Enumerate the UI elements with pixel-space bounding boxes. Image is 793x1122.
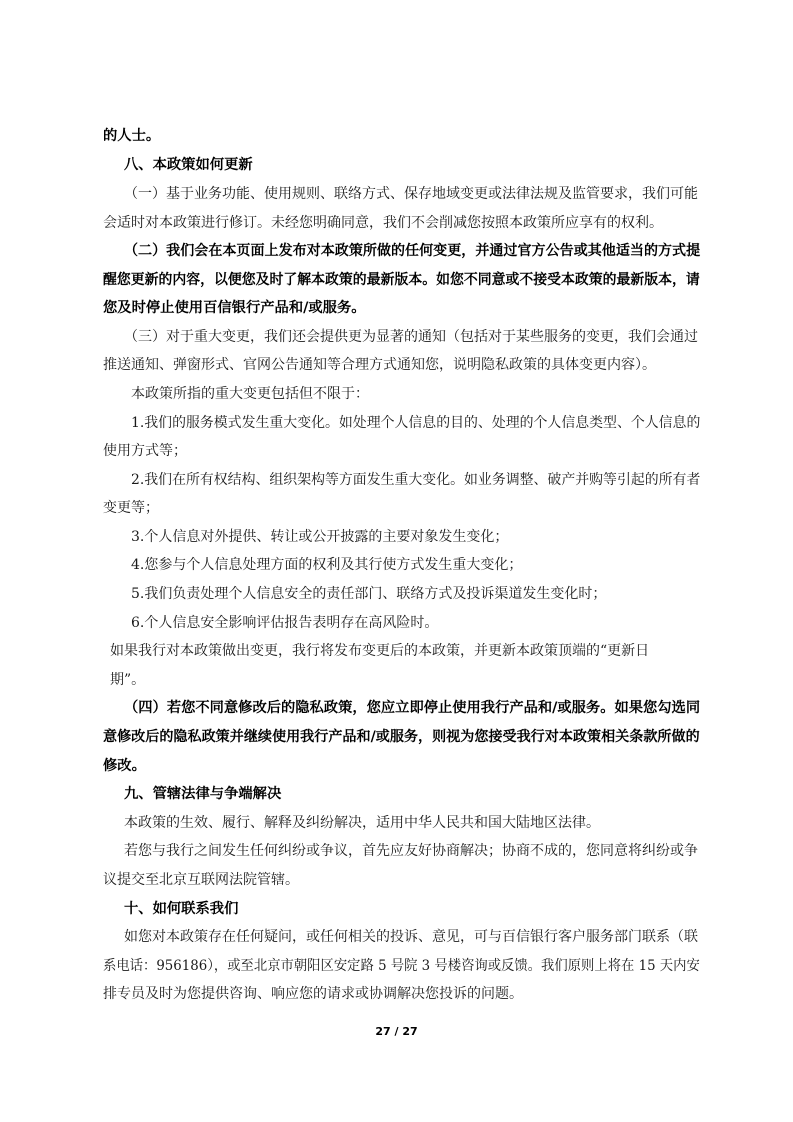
- text-line: （一）基于业务功能、使用规则、联络方式、保存地域变更或法律法规及监管要求，我们可能: [124, 186, 698, 202]
- page-number: 27 / 27: [375, 1025, 418, 1038]
- list-item: 2.我们在所有权结构、组织架构等方面发生重大变化。如业务调整、破产并购等引起的所有者: [131, 472, 701, 488]
- text-line: 如您对本政策存在任何疑问，或任何相关的投诉、意见，可与百信银行客户服务部门联系（联: [124, 929, 698, 945]
- section-heading-10: 十、如何联系我们: [124, 901, 239, 917]
- text-line: 本政策所指的重大变更包括但不限于：: [131, 386, 369, 402]
- text-line: 期”。: [110, 672, 146, 688]
- list-item: 4.您参与个人信息处理方面的权利及其行使方式发生重大变化；: [131, 557, 523, 573]
- section-heading-8: 八、本政策如何更新: [124, 157, 253, 173]
- text-line: 您及时停止使用百信银行产品和/或服务。: [103, 300, 366, 316]
- list-item: 3.个人信息对外提供、转让或公开披露的主要对象发生变化；: [131, 529, 509, 545]
- text-line: 本政策的生效、履行、解释及纠纷解决，适用中华人民共和国大陆地区法律。: [124, 815, 600, 831]
- list-item: 5.我们负责处理个人信息安全的责任部门、联络方式及投诉渠道发生变化时；: [131, 586, 607, 602]
- text-line: （四）若您不同意修改后的隐私政策，您应立即停止使用我行产品和/或服务。如果您勾选同: [124, 700, 701, 716]
- text-line: 醒您更新的内容，以便您及时了解本政策的最新版本。如您不同意或不接受本政策的最新版本，请: [103, 272, 700, 288]
- section-heading-9: 九、管辖法律与争端解决: [124, 786, 282, 802]
- text-line: 排专员及时为您提供咨询、响应您的请求或协调解决您投诉的问题。: [103, 986, 523, 1002]
- text-line: 使用方式等；: [103, 443, 187, 459]
- text-line: 系电话：956186），或至北京市朝阳区安定路 5 号院 3 号楼咨询或反馈。我们原则上将在 15 天内安: [103, 958, 700, 974]
- text-line: 推送通知、弹窗形式、官网公告通知等合理方式通知您，说明隐私政策的具体变更内容）。: [103, 357, 656, 373]
- text-line: 意修改后的隐私政策并继续使用我行产品和/或服务，则视为您接受我行对本政策相关条款所做的: [103, 729, 700, 745]
- text-line: （三）对于重大变更，我们还会提供更为显著的通知（包括对于某些服务的变更，我们会通过: [124, 329, 698, 345]
- text-line: 若您与我行之间发生任何纠纷或争议，首先应友好协商解决；协商不成的，您同意将纠纷或争: [124, 843, 698, 859]
- text-line: （二）我们会在本页面上发布对本政策所做的任何变更，并通过官方公告或其他适当的方式提: [124, 243, 701, 259]
- list-item: 6.个人信息安全影响评估报告表明存在高风险时。: [131, 615, 439, 631]
- list-item: 1.我们的服务模式发生重大变化。如处理个人信息的目的、处理的个人信息类型、个人信息的: [131, 415, 701, 431]
- text-line: 议提交至北京互联网法院管辖。: [103, 872, 299, 888]
- text-line: 的人士。: [103, 128, 161, 144]
- text-line: 变更等；: [103, 500, 159, 516]
- text-line: 会适时对本政策进行修订。未经您明确同意，我们不会削减您按照本政策所应享有的权利。: [103, 215, 663, 231]
- text-line: 修改。: [103, 758, 146, 774]
- text-line: 如果我行对本政策做出变更，我行将发布变更后的本政策，并更新本政策顶端的“更新日: [110, 643, 650, 659]
